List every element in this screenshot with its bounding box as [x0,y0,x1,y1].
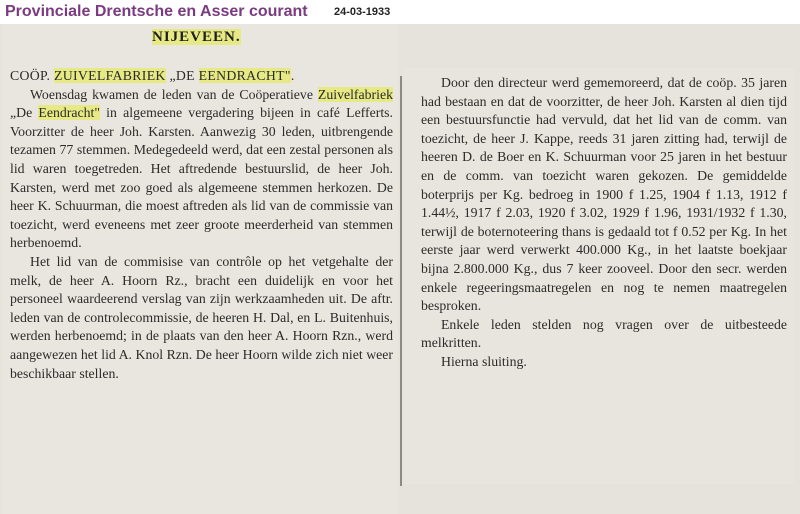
issue-date: 24-03-1933 [334,6,391,18]
article-paragraph-1 [10,86,393,253]
article-right-column [421,74,787,372]
column-divider [400,76,402,486]
newspaper-clipping [0,24,800,514]
place-heading [152,29,241,46]
p1-part3: in algemeene vergadering bijeen in café Lefferts. Voorzitter de heer Joh. Karsten. Aanwezig 30 leden, uitbrengende tezamen 77 stemmen. Medegedeeld werd, dat een zestal personen als lid waren toegetreden. Het aftredende bestuurslid, de heer Joh. Karsten, werd met zoo goed als algemeene stemmen herkozen. De heer K. Schuurman, die moest aftreden als lid van de commissie van toezicht, werd eveneens met zeer groote meerderheid van stemmen herbenoemd. [10,105,393,251]
article-paragraph-3: Door den directeur werd gememoreerd, dat de coöp. 35 jaren had bestaan en dat de voorzitter, de heer Joh. Karsten al dien tijd een bestuursfunctie had vervuld, dat het lid van de comm. van toezicht, de heer J. Kappe, reeds 31 jaren zitting had, terwijl de heeren D. de Boer en K. Schuurman voor 25 jaren in het bestuur en de comm. van toezicht waren gekozen. De gemiddelde boterprijs per Kg. bedroeg in 1900 f 1.25, 1904 f 1.13, 1912 f 1.44½, 1917 f 2.03, 1920 f 3.02, 1929 f 1.96, 1931/1932 f 1.30, terwijl de boternoteering thans is gedaald tot f 0.52 per Kg. In het eerste jaar werd verwerkt 400.000 Kg., in het laatste boekjaar bijna 2.800.000 Kg., dus 7 keer zooveel. Door den secr. werden enkele regeeringsmaatregelen en nog te nemen maatregelen besproken. [421,75,787,314]
p1-part2: „De [10,105,39,121]
article-left-column [10,67,393,383]
p1-part1: Woensdag kwamen de leden van de Coöperatieve [30,86,318,102]
place-heading-text: NIJEVEEN. [152,29,241,45]
title-highlight-eendracht: EENDRACHT" [198,68,291,83]
title-suffix: . [290,68,295,83]
article-title [10,67,393,86]
header-bar [0,0,800,26]
title-highlight-zuivelfabriek: ZUIVELFABRIEK [53,68,166,83]
title-prefix: COÖP. [10,68,54,83]
article-paragraph-2: Het lid van de commisise van contrôle op het vetgehalte der melk, de heer A. Hoorn Rz., bracht een duidelijk en voor het personeel waardeerend verslag van zijn werkzaamheden uit. De aftr. leden van de controlecommissie, de heeren H. Dal, en L. Buitenhuis, werden herbenoemd; in de plaats van den heer A. Hoorn Rzn., werd aangewezen het lid A. Knol Rzn. De heer Hoorn wilde zich niet weer beschikbaar stellen. [10,253,393,381]
newspaper-title: Provinciale Drentsche en Asser courant [5,3,308,20]
article-paragraph-4: Enkele leden stelden nog vragen over de uitbesteede melkritten. [421,316,787,351]
title-middle: „DE [165,68,199,83]
p1-highlight-zuivelfabriek: Zuivelfabriek [317,86,393,102]
p1-highlight-eendracht: Eendracht" [38,105,100,121]
article-paragraph-5: Hierna sluiting. [441,353,527,369]
